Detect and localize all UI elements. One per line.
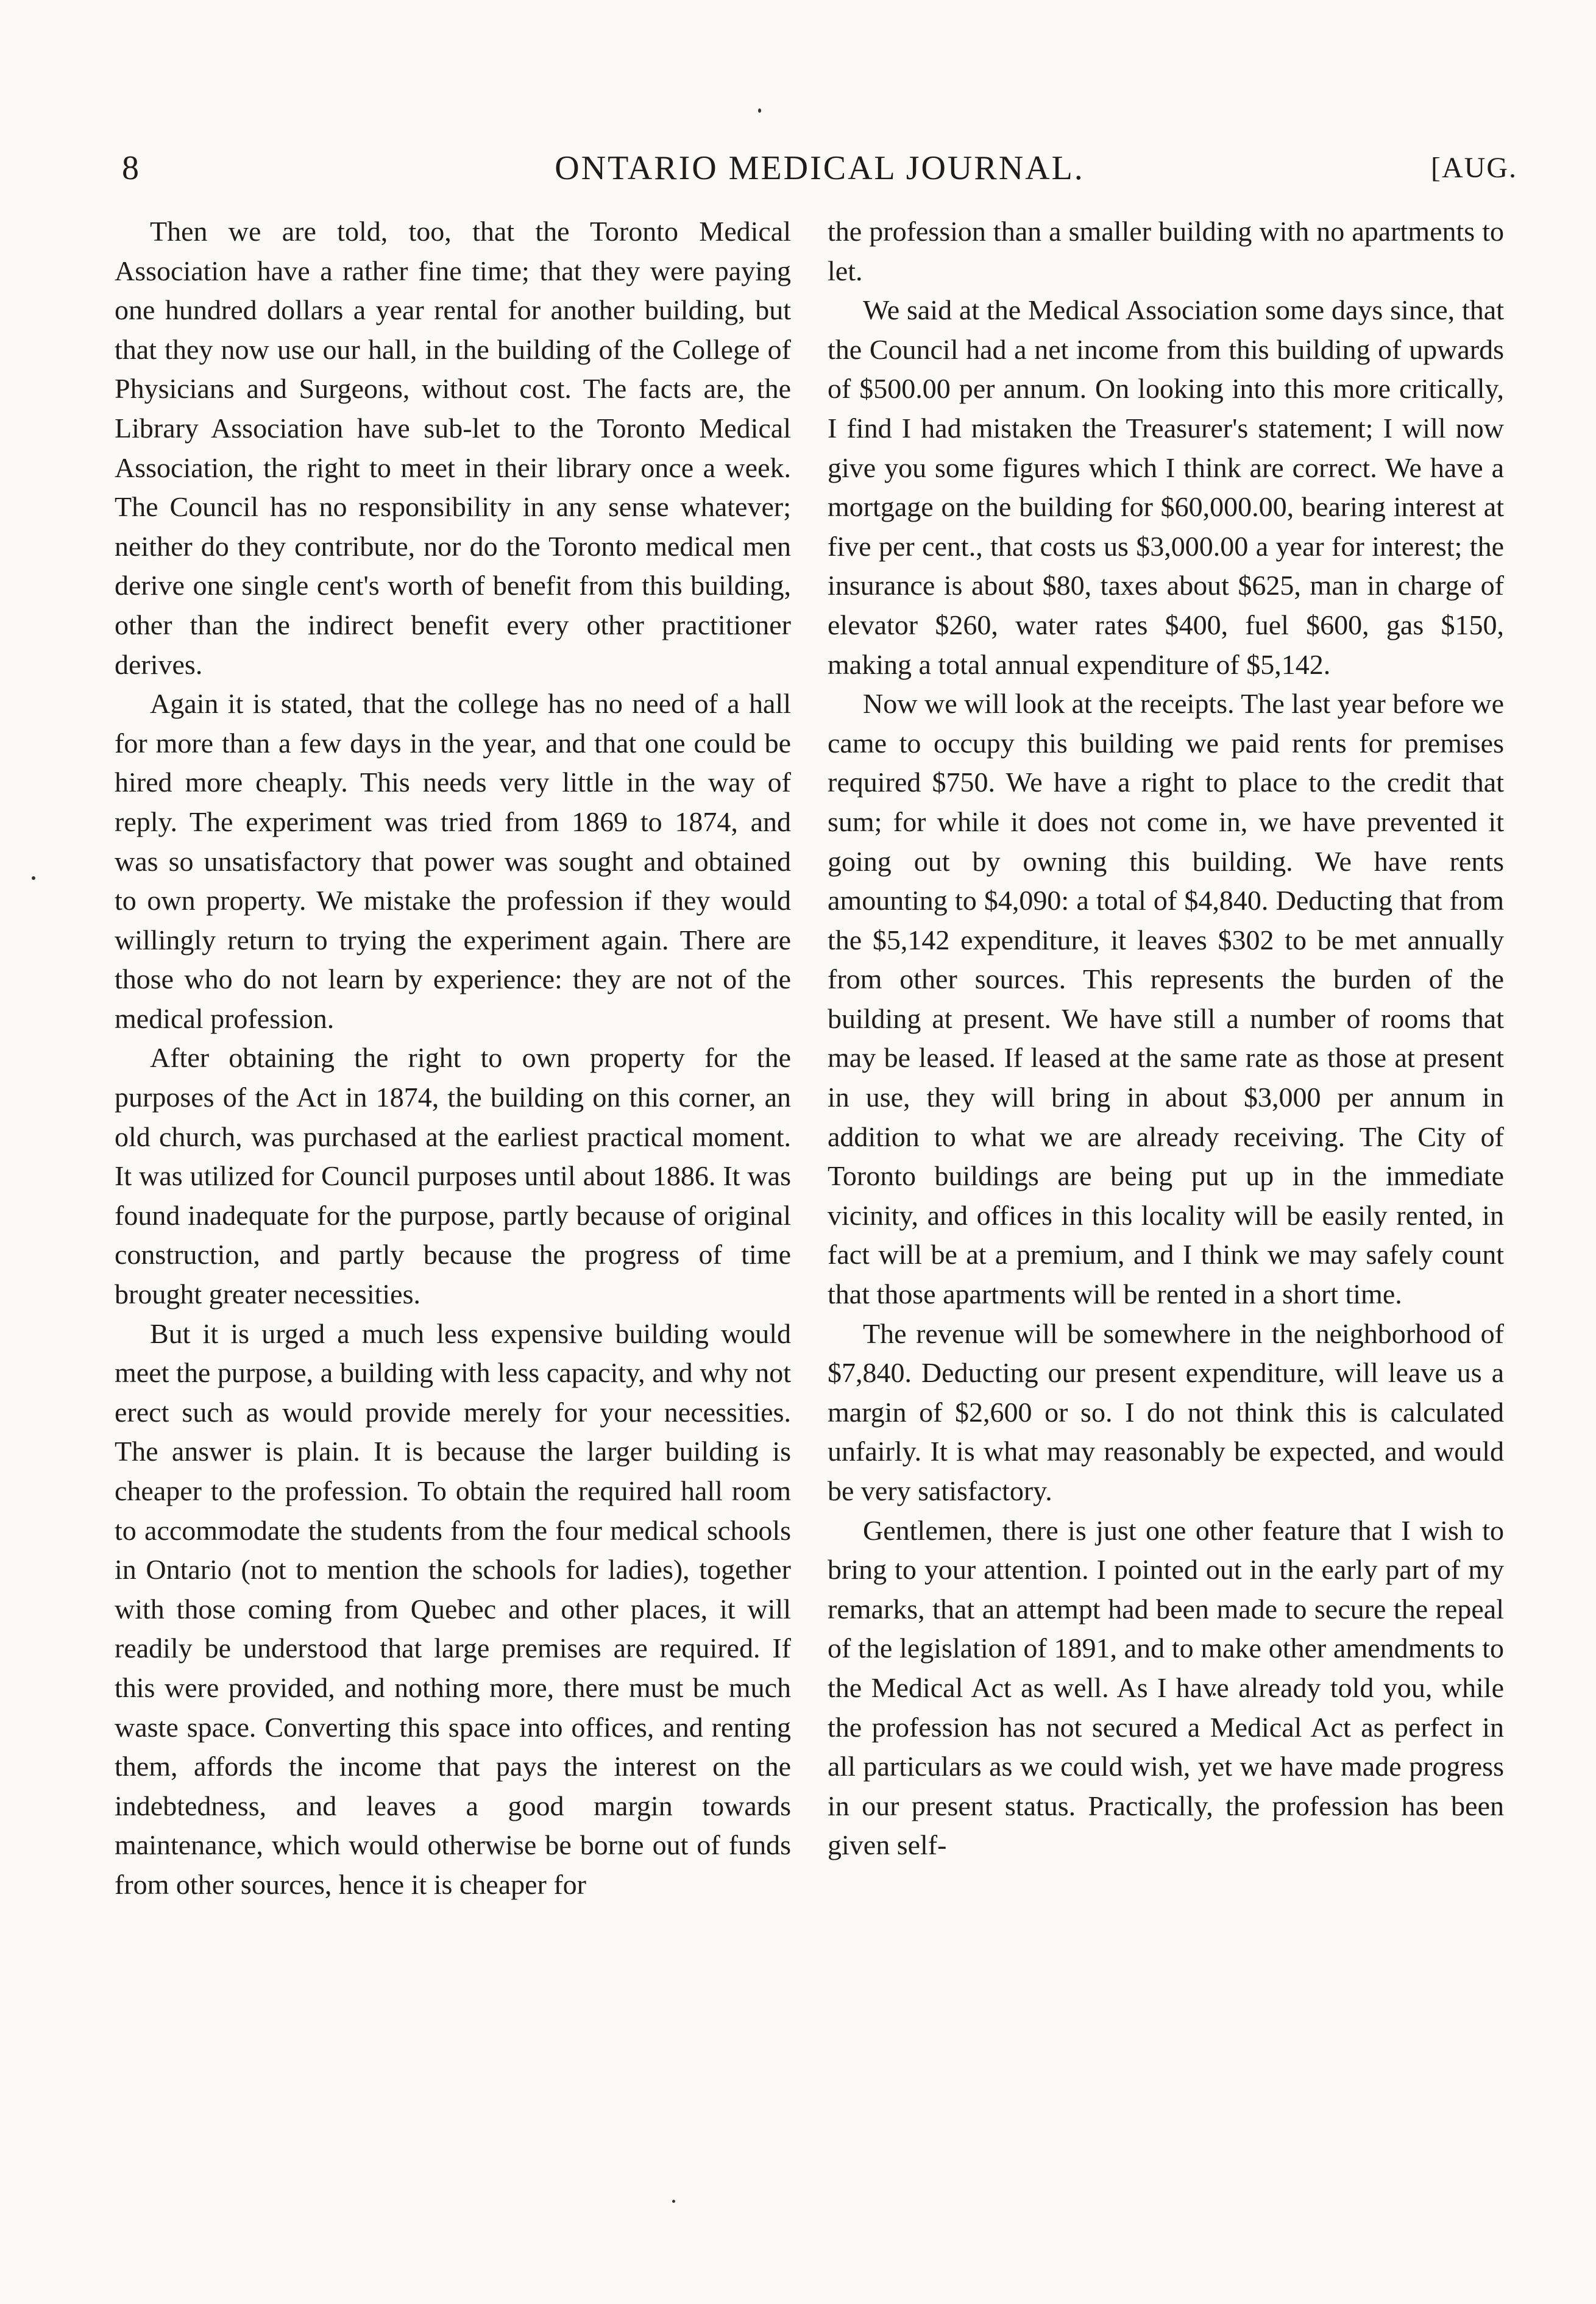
body-paragraph: After obtaining the right to own property for the purposes of the Act in 1874, the building on this corner, an old church, was purchased at the earliest practical moment. It was utilized for Council purposes until about 1886. It was found inadequate for the purpose, partly because of original construction, and partly because the progress of time brought greater necessities. bbox=[115, 1042, 791, 1310]
body-paragraph: We said at the Medical Association some days since, that the Council had a net income from this building of upwards of $500.00 per annum. On looking into this more critically, I find I had mistaken the Treasurer's statement; I will now give you some figures which I think are correct. We have a mortgage on the building for $60,000.00, bearing interest at five per cent., that costs us $3,000.00 a year for interest; the insurance is about $80, taxes about $625, man in charge of elevator $260, water rates $400, fuel $600, gas $150, making a total annual expenditure of $5,142. bbox=[828, 294, 1504, 680]
print-speck bbox=[672, 2200, 675, 2203]
body-paragraph: Gentlemen, there is just one other feature that I wish to bring to your attention. I pointed out in the early part of my remarks, that an attempt had been made to secure the repeal of the legislation of 1891, and to make other amendments to the Medical Act as well. As I have already told you, while the profession has not secured a Medical Act as perfect in all particulars as we could wish, yet we have made progress in our present status. Practically, the profession has been given self- bbox=[828, 1514, 1504, 1861]
body-paragraph: Again it is stated, that the college has no need of a hall for more than a few days in the year, and that one could be hired more cheaply. This needs very little in the way of reply. The experiment was tried from 1869 to 1874, and was so unsatisfactory that power was sought and obtained to own property. We mistake the profession if they would willingly return to trying the experiment again. There are those who do not learn by experience: they are not of the medical profession. bbox=[115, 688, 791, 1034]
right-column bbox=[828, 212, 1504, 1865]
print-speck bbox=[32, 876, 35, 880]
left-column bbox=[115, 212, 791, 1905]
print-speck bbox=[758, 108, 761, 113]
body-paragraph: The revenue will be somewhere in the neighborhood of $7,840. Deducting our present expenditure, will leave us a margin of $2,600 or so. I do not think this is calculated unfairly. It is what may reasonably be expected, and would be very satisfactory. bbox=[828, 1317, 1504, 1506]
body-paragraph: the profession than a smaller building with no apartments to let. bbox=[828, 216, 1504, 286]
body-paragraph: Then we are told, too, that the Toronto Medical Association have a rather fine time; that they were paying one hundred dollars a year rental for another building, but that they now use our hall, in the building of the College of Physicians and Surgeons, without cost. The facts are, the Library Association have sub-let to the Toronto Medical Association, the right to meet in their library once a week. The Council has no responsibility in any sense whatever; neither do they contribute, nor do the Toronto medical men derive one single cent's worth of benefit from this building, other than the indirect benefit every other practitioner derives. bbox=[115, 216, 791, 680]
issue-month: [AUG. bbox=[1431, 152, 1517, 184]
body-paragraph: But it is urged a much less expensive building would meet the purpose, a building with less capacity, and why not erect such as would provide merely for your necessities. The answer is plain. It is because the larger building is cheaper to the profession. To obtain the required hall room to accommodate the students from the four medical schools in Ontario (not to mention the schools for ladies), together with those coming from Quebec and other places, it will readily be understood that large premises are required. If this were provided, and nothing more, there must be much waste space. Converting this space into offices, and renting them, affords the income that pays the interest on the indebtedness, and leaves a good margin towards maintenance, which would otherwise be borne out of funds from other sources, hence it is cheaper for bbox=[115, 1317, 791, 1900]
journal-title: ONTARIO MEDICAL JOURNAL. bbox=[555, 149, 1085, 187]
body-paragraph: Now we will look at the receipts. The last year before we came to occupy this building we paid rents for premises required $750. We have a right to place to the credit that sum; for while it does not come in, we have prevented it going out by owning this building. We have rents amounting to $4,090: a total of $4,840. Deducting that from the $5,142 expenditure, it leaves $302 to be met annually from other sources. This represents the burden of the building at present. We have still a number of rooms that may be leased. If leased at the same rate as those at present in use, they will bring in about $3,000 per annum in addition to what we are already receiving. The City of Toronto buildings are being put up in the immediate vicinity, and offices in this locality will be easily rented, in fact will be at a premium, and I think we may safely count that those apartments will be rented in a short time. bbox=[828, 688, 1504, 1310]
page-header bbox=[122, 144, 1517, 193]
page-number: 8 bbox=[122, 149, 139, 187]
